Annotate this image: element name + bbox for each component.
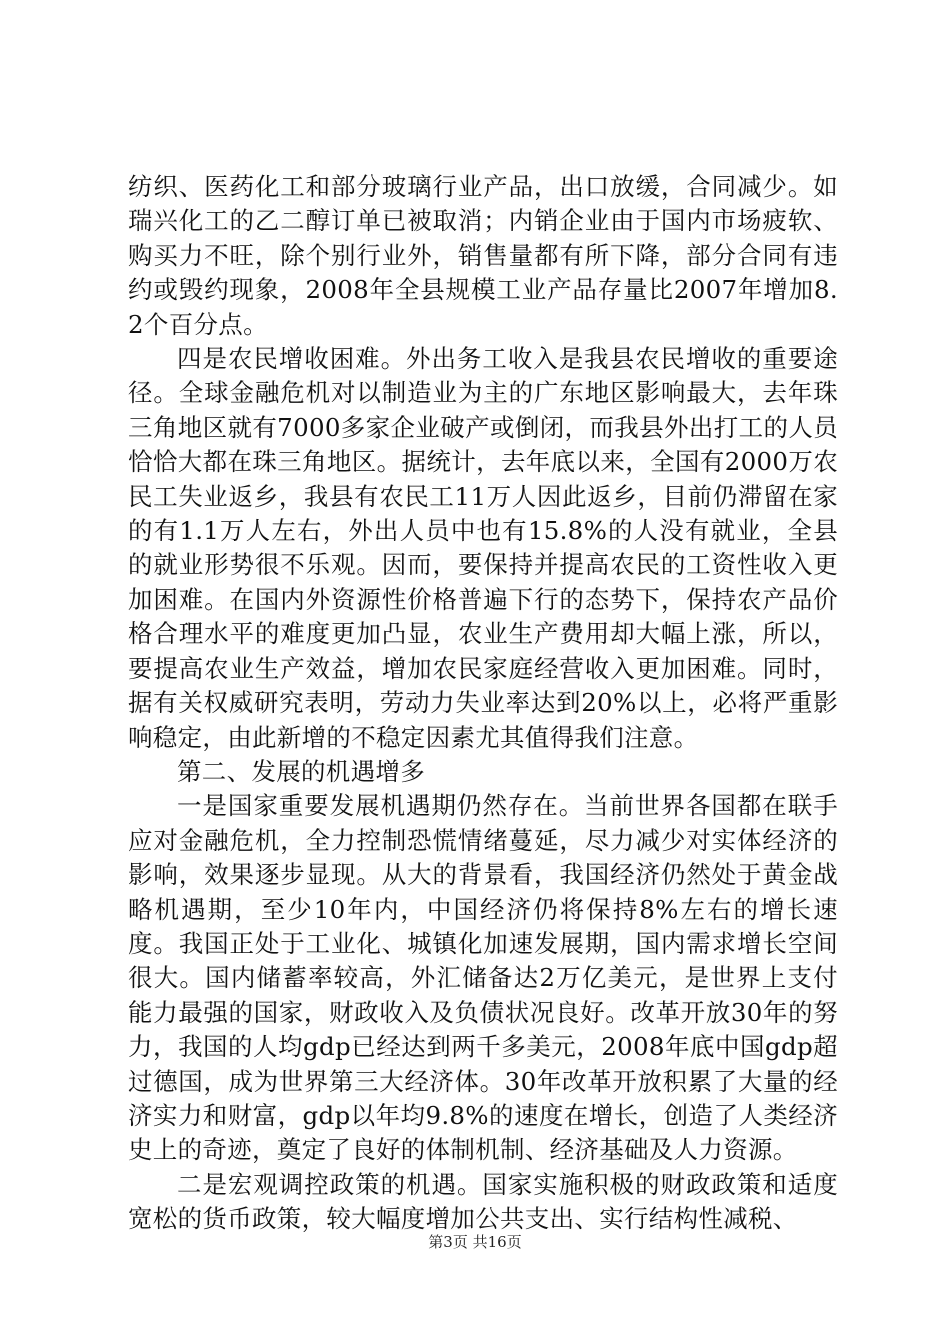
section-heading-opportunities: 第二、发展的机遇增多 <box>177 756 425 786</box>
page-footer <box>0 1232 950 1252</box>
paragraph-macro-policy: 二是宏观调控政策的机遇。国家实施积极的财政政策和适度宽松的货币政策，较大幅度增加公共支出、实行结构性减税、 <box>128 1169 838 1234</box>
paragraph-export-slowdown: 纺织、医药化工和部分玻璃行业产品，出口放缓，合同减少。如瑞兴化工的乙二醇订单已被取消；内销企业由于国内市场疲软、购买力不旺，除个别行业外，销售量都有所下降，部分合同有违约或毁约现象，2008年全县规模工业产品存量比2007年增加8.2个百分点。 <box>128 172 838 339</box>
paragraph-national-opportunity: 一是国家重要发展机遇期仍然存在。当前世界各国都在联手应对金融危机，全力控制恐慌情绪蔓延，尽力减少对实体经济的影响，效果逐步显现。从大的背景看，我国经济仍然处于黄金战略机遇期，至少10年内，中国经济仍将保持8%左右的增长速度。我国正处于工业化、城镇化加速发展期，国内需求增长空间很大。国内储蓄率较高，外汇储备达2万亿美元，是世界上支付能力最强的国家，财政收入及负债状况良好。改革开放30年的努力，我国的人均gdp已经达到两千多美元，2008年底中国gdp超过德国，成为世界第三大经济体。30年改革开放积累了大量的经济实力和财富，gdp以年均9.8%的速度在增长，创造了人类经济史上的奇迹，奠定了良好的体制机制、经济基础及人力资源。 <box>128 791 838 1165</box>
paragraph-farmer-income: 四是农民增收困难。外出务工收入是我县农民增收的重要途径。全球金融危机对以制造业为主的广东地区影响最大，去年珠三角地区就有7000多家企业破产或倒闭，而我县外出打工的人员恰恰大都在珠三角地区。据统计，去年底以来，全国有2000万农民工失业返乡，我县有农民工11万人因此返乡，目前仍滞留在家的有1.1万人左右，外出人员中也有15.8%的人没有就业，全县的就业形势很不乐观。因而，要保持并提高农民的工资性收入更加困难。在国内外资源性价格普遍下行的态势下，保持农产品价格合理水平的难度更加凸显，农业生产费用却大幅上涨，所以，要提高农业生产效益，增加农民家庭经营收入更加困难。同时，据有关权威研究表明，劳动力失业率达到20%以上，必将严重影响稳定，由此新增的不稳定因素尤其值得我们注意。 <box>128 344 838 752</box>
document-body <box>128 170 838 1237</box>
page-number-label: 第3页 共16页 <box>428 1233 522 1251</box>
